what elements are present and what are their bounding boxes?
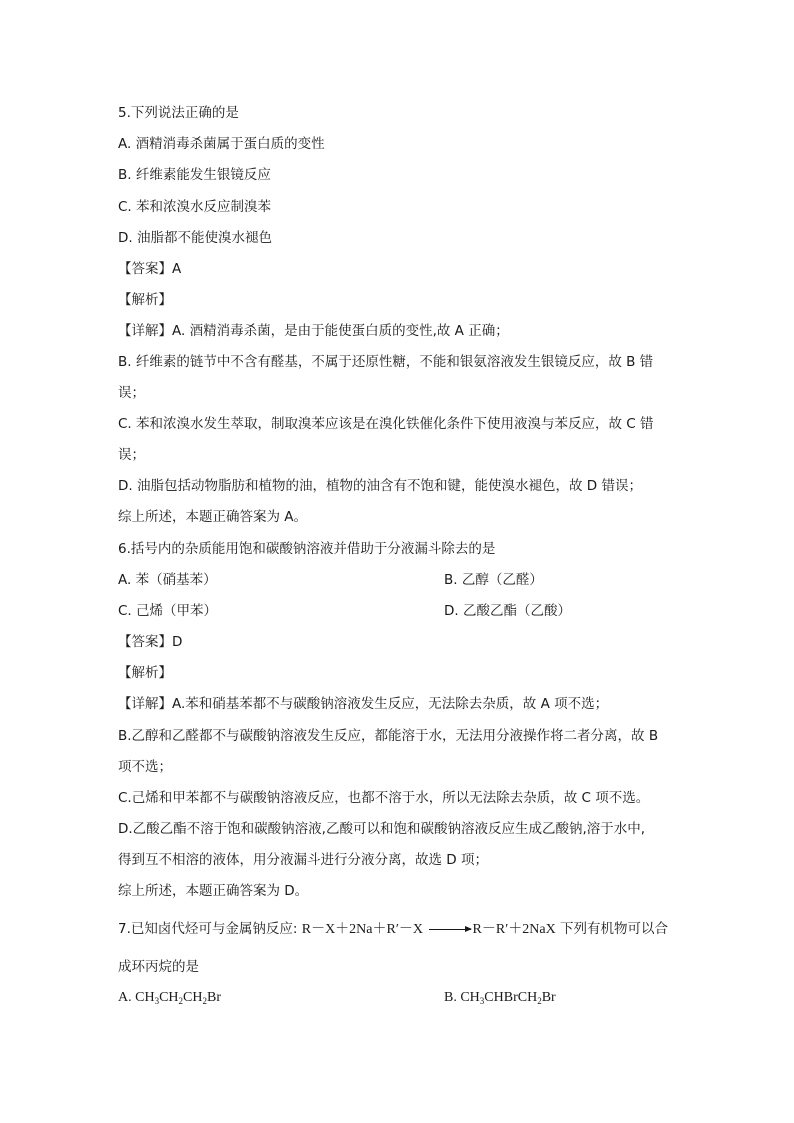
q6-answer: 【答案】D: [118, 634, 183, 650]
q6-detail-line: B.乙醇和乙醛都不与碳酸钠溶液发生反应，都能溶于水，无法用分液操作将二者分离，故 B: [118, 728, 659, 744]
q6-option-c: C. 己烯（甲苯）: [118, 603, 218, 619]
formula-part: CH: [159, 990, 179, 1005]
q7-stem-prefix: 7.已知卤代烃可与金属钠反应:: [118, 921, 302, 937]
formula-part: CH: [183, 990, 203, 1005]
q6-detail-line: D.乙酸乙酯不溶于饱和碳酸钠溶液,乙酸可以和饱和碳酸钠溶液反应生成乙酸钠,溶于水中,: [118, 821, 646, 837]
q5-option-d: D. 油脂都不能使溴水褪色: [118, 230, 272, 246]
formula-subscript: 2: [537, 996, 542, 1006]
q6-option-b: B. 乙醇（乙醛）: [444, 572, 543, 588]
q5-option-b: B. 纤维素能发生银镜反应: [118, 167, 271, 183]
q7-option-b-label: B.: [444, 990, 461, 1005]
formula-subscript: 2: [202, 996, 207, 1006]
formula-part: CH: [460, 990, 480, 1005]
formula-part: CH: [135, 990, 155, 1005]
question-5-stem: 5.下列说法正确的是: [118, 105, 239, 121]
question-6-stem: 6.括号内的杂质能用饱和碳酸钠溶液并借助于分液漏斗除去的是: [118, 541, 496, 557]
q5-analysis-label: 【解析】: [118, 292, 172, 308]
q5-option-a: A. 酒精消毒杀菌属于蛋白质的变性: [118, 136, 325, 152]
q5-detail-line: 误；: [118, 385, 145, 401]
q6-analysis-label: 【解析】: [118, 665, 172, 681]
formula-part: Br: [206, 990, 221, 1005]
q6-option-a: A. 苯（硝基苯）: [118, 572, 217, 588]
q7-equation-right: R－R′＋2NaX: [472, 922, 556, 937]
q6-summary: 综上所述，本题正确答案为 D。: [118, 883, 309, 899]
q5-answer: 【答案】A: [118, 261, 182, 277]
q6-detail-line: 【详解】A.苯和硝基苯都不与碳酸钠溶液发生反应，无法除去杂质，故 A 项不选；: [118, 696, 609, 712]
formula-part: Br: [541, 990, 556, 1005]
q7-stem-line2: 成环丙烷的是: [118, 959, 199, 975]
formula-subscript: 2: [178, 996, 184, 1006]
formula-part: CHBrCH: [484, 990, 538, 1005]
q5-detail-line: C. 苯和浓溴水发生萃取，制取溴苯应该是在溴化铁催化条件下使用液溴与苯反应，故 C 错: [118, 416, 654, 432]
formula-subscript: 3: [154, 996, 160, 1006]
reaction-arrow-icon: [429, 929, 471, 930]
q6-option-d: D. 乙酸乙酯（乙酸）: [444, 603, 571, 619]
q5-detail-line: 误；: [118, 447, 145, 463]
q7-option-b: [444, 989, 556, 1010]
q7-option-a-label: A.: [118, 990, 136, 1005]
question-7-stem: [118, 920, 668, 939]
formula-subscript: 3: [479, 996, 485, 1006]
q7-equation-left: R－X＋2Na＋R′－X: [301, 922, 427, 937]
q5-detail-line: 【详解】A. 酒精消毒杀菌，是由于能使蛋白质的变性,故 A 正确；: [118, 323, 509, 339]
q7-stem-suffix: 下列有机物可以合: [555, 921, 669, 937]
q6-detail-line: 得到互不相溶的液体，用分液漏斗进行分液分离，故选 D 项；: [118, 852, 488, 868]
q5-option-c: C. 苯和浓溴水反应制溴苯: [118, 199, 272, 215]
q6-detail-line: C.己烯和甲苯都不与碳酸钠溶液反应，也都不溶于水，所以无法除去杂质，故 C 项不选。: [118, 790, 650, 806]
q7-option-a: [118, 989, 221, 1010]
q5-detail-line: D. 油脂包括动物脂肪和植物的油，植物的油含有不饱和键，能使溴水褪色，故 D 错误；: [118, 478, 642, 494]
q5-summary: 综上所述，本题正确答案为 A。: [118, 509, 308, 525]
q6-detail-line: 项不选；: [118, 759, 172, 775]
q5-detail-line: B. 纤维素的链节中不含有醛基，不属于还原性糖，不能和银氨溶液发生银镜反应，故 B 错: [118, 354, 654, 370]
